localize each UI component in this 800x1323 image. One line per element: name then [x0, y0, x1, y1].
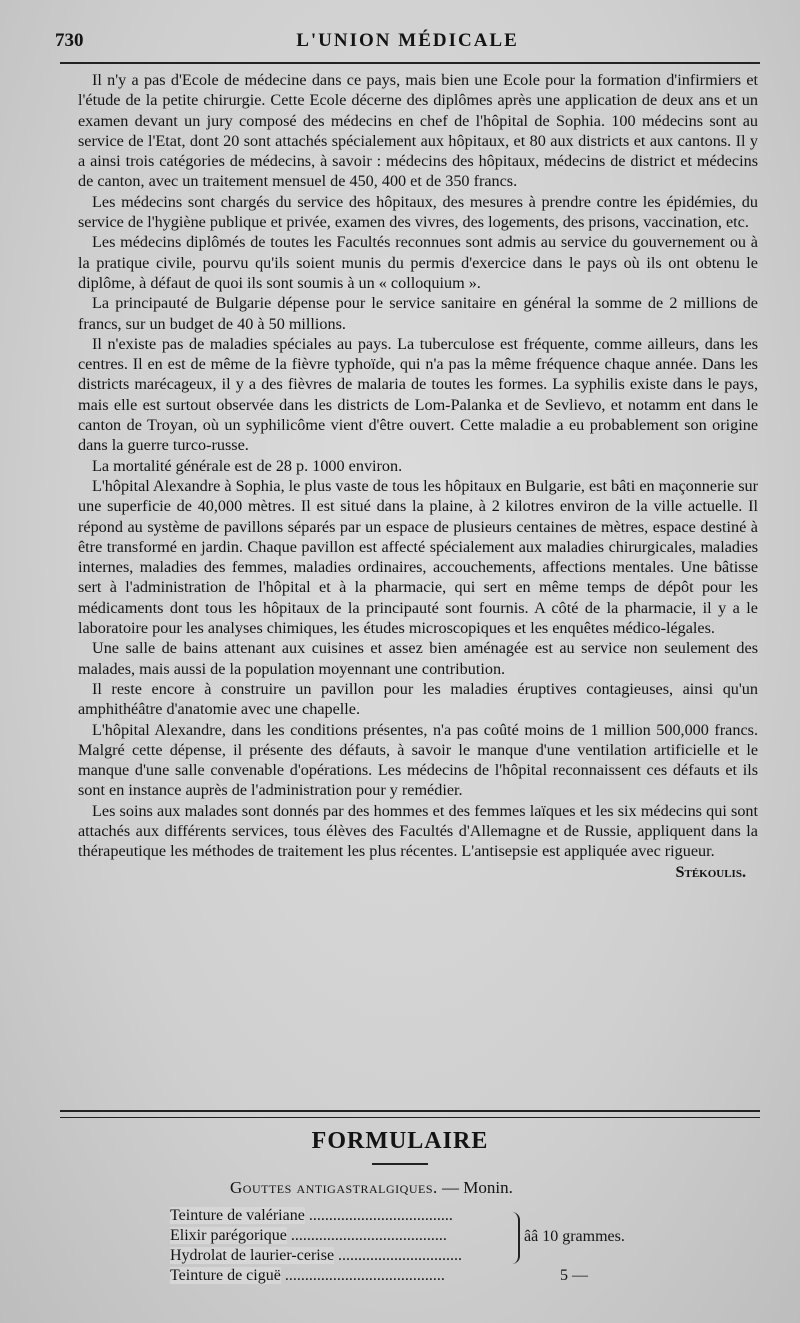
- journal-title: L'UNION MÉDICALE: [296, 30, 519, 51]
- ingredient-row: Hydrolat de laurier-cerise ...............................: [170, 1247, 463, 1264]
- formulaire-title: FORMULAIRE: [311, 1128, 489, 1154]
- paragraph: La mortalité générale est de 28 p. 1000 environ.: [92, 456, 403, 475]
- section-divider: [60, 1110, 760, 1118]
- recipe-name: Gouttes antigastralgiques.: [230, 1178, 438, 1197]
- paragraph: Les médecins diplômés de toutes les Facultés reconnues sont admis au service du gouvernement ou à la pratique civile, pourvu qu'ils soient munis du permis d'exercice dans le pays où ils ont obtenu le diplôme, à défaut de quoi ils sont soumis à un « colloquium ».: [78, 233, 758, 292]
- ingredient-row: Elixir parégorique .......................................: [170, 1227, 447, 1244]
- paragraph: Il n'y a pas d'Ecole de médecine dans ce pays, mais bien une Ecole pour la formation d'infirmiers et l'étude de la petite chirurgie. Cette Ecole décerne des diplômes après une application de deux ans et un examen devant un jury composé des médecins en chef de l'hôpital de Sophia. 100 médecins sont au service de l'Etat, dont 20 sont attachés spécialement aux hôpitaux, et 80 aux districts et aux cantons. Il y a ainsi trois catégories de médecins, à savoir : médecins des hôpitaux, médecins de district et médecins de canton, avec un traitement mensuel de 450, 400 et de 350 francs.: [78, 71, 758, 191]
- page-number: 730: [55, 30, 84, 51]
- paragraph: Une salle de bains attenant aux cuisines et assez bien aménagée est au service non seulement des malades, mais aussi de la population moyennant une contribution.: [78, 639, 758, 678]
- article-body: [78, 70, 758, 882]
- paragraph: La principauté de Bulgarie dépense pour le service sanitaire en général la somme de 2 millions de francs, sur un budget de 40 à 50 millions.: [78, 294, 758, 333]
- paragraph: L'hôpital Alexandre, dans les conditions présentes, n'a pas coûté moins de 1 million 500,000 francs. Malgré cette dépense, il présente des défauts, à savoir le manque d'une ventilation artificielle et le manque d'une salle convenable d'opérations. Les médecins de l'hôpital reconnaissent ces défauts et ils sont en instance auprès de l'administration pour y remédier.: [78, 720, 758, 800]
- author-signature: Stékoulis.: [675, 862, 746, 881]
- dose-line-2: 5 —: [560, 1267, 588, 1284]
- ingredient-name: Hydrolat de laurier-cerise: [170, 1247, 335, 1264]
- ingredient-name: Teinture de valériane: [170, 1207, 305, 1224]
- brace: [508, 1212, 520, 1264]
- title-underline: [372, 1163, 428, 1165]
- paragraph-last: [78, 801, 758, 881]
- paragraph: L'hôpital Alexandre à Sophia, le plus vaste de tous les hôpitaux en Bulgarie, est bâti en maçonnerie sur une superficie de 40,000 mètres. Il est situé dans la plaine, à 2 kilotres environ de la ville actuelle. Il répond au système de pavillons séparés par un espace de plusieurs centaines de mètres, espace destiné à être transformé en jardin. Chaque pavillon est affecté spécialement aux maladies chirurgicales, maladies internes, maladies des femmes, maladies ordinaires, accouchements, affections mentales. Une bâtisse sert à l'administration de l'hôpital et à la pharmacie, qui sert en même temps de dépôt pour les médicaments dont tous les hôpitaux de la principauté sont fournis. A côté de la pharmacie, il y a le laboratoire pour les analyses chimiques, les études microscopiques et les enquêtes médico-légales.: [78, 476, 758, 638]
- recipe-heading: [230, 1178, 513, 1198]
- paragraph-text: Les soins aux malades sont donnés par des hommes et des femmes laïques et les six médecins qui sont attachés aux différents services, tous élèves des Facultés d'Allemagne et de Russie, appliquent dans la thérapeutique les méthodes de traitement les plus récentes. L'antisepsie est appliquée avec rigueur.: [78, 801, 758, 861]
- paragraph: Il reste encore à construire un pavillon pour les maladies éruptives contagieuses, ainsi qu'un amphithéâtre d'anatomie avec une chapelle.: [78, 679, 758, 719]
- running-head: [55, 30, 760, 56]
- header-rule: [60, 62, 760, 64]
- recipe-author: Monin.: [463, 1178, 513, 1197]
- ingredient-list: [170, 1206, 510, 1286]
- ingredient-row: Teinture de valériane ....................................: [170, 1207, 453, 1224]
- recipe-separator: —: [442, 1178, 460, 1197]
- ingredient-name: Elixir parégorique: [170, 1227, 287, 1244]
- dose: ââ 10 grammes.: [524, 1228, 625, 1245]
- paragraph: Les médecins sont chargés du service des hôpitaux, des mesures à prendre contre les épidémies, du service de l'hygiène publique et privée, examen des vivres, des logements, des prisons, vaccination, etc.: [78, 192, 758, 232]
- ingredient-row: Teinture de ciguë ........................................: [170, 1267, 445, 1284]
- paragraph: Il n'existe pas de maladies spéciales au pays. La tuberculose est fréquente, comme ailleurs, dans les centres. Il en est de même de la fièvre typhoïde, qui n'a pas la même fréquence chaque année. Dans les districts marécageux, il y a des fièvres de malaria de toutes les formes. La syphilis existe dans le pays, mais elle est surtout observée dans les districts de Lom-Palanka et de Sevlievo, et notamm ent dans le canton de Troyan, où un syphilicôme vient d'être ouvert. Cette maladie a eu probablement son origine dans la guerre turco-russe.: [78, 334, 758, 455]
- ingredient-name: Teinture de ciguë: [170, 1267, 281, 1284]
